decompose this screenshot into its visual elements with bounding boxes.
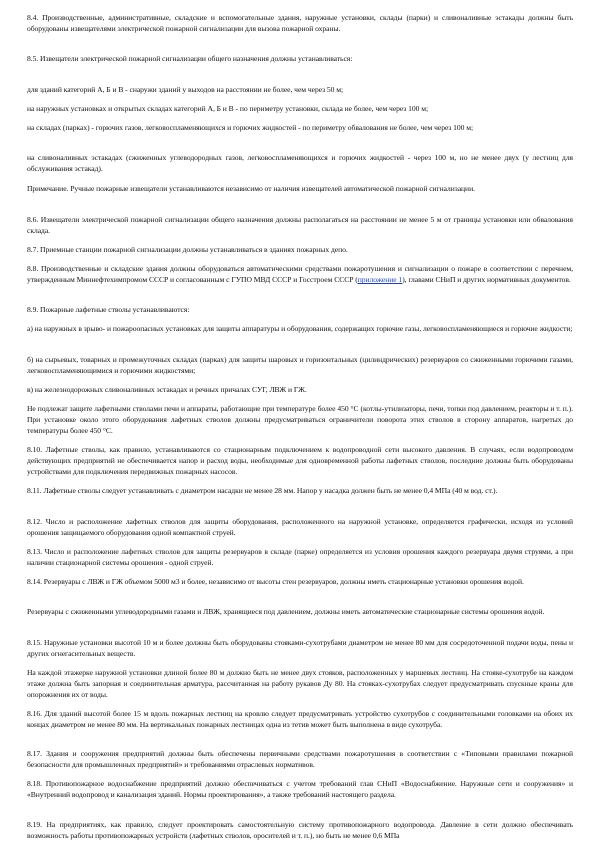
paragraph: 8.10. Лафетные стволы, как правило, устанавливаются со стационарным подключением к водопроводной сети высокого давления. В случаях, если водопроводом действующих предприятий не обеспечивается напор и расход воды, необходимые для одновременной работы лафетных стволов, последние должны быть оборудованы устройствами для подключения передвижных пожарных насосов. — [27, 445, 573, 477]
paragraph: а) на наружных в зрыво- и пожароопасных установках для защиты аппаратуры и оборудования, содержащих горючие газы, легковоспламеняющиеся и горючие жидкости; — [27, 324, 573, 333]
paragraph: 8.19. На предприятиях, как правило, следует проектировать самостоятельную систему противопожарного водопровода. Давление в сети должно обеспечивать возможность работы противопожарных устройств (лафетных стволов, оросителей и т. п.), но быть не менее 0,6 МПа — [27, 820, 573, 841]
paragraph: 8.16. Для зданий высотой более 15 м вдоль пожарных лестниц на кровлю следует предусматривать устройство сухотрубов с соединительными головками на обоих их концах диаметром не менее 80 мм. На вертикальных пожарных лестницах одна из тетив может быть выполнена в виде сухотруба. — [27, 709, 573, 730]
paragraph: 8.4. Производственные, административные, складские и вспомогательные здания, наружные установки, склады (парки) и сливоналивные эстакады должны быть оборудованы извещателями электрической пожарной сигнализации для вызова пожарной охраны. — [27, 13, 573, 34]
paragraph: 8.9. Пожарные лафетные стволы устанавливаются: — [27, 305, 190, 314]
paragraph: на сливоналивных эстакадах (сжиженных углеводородных газов, легковоспламеняющихся и горючих жидкостей - через 100 м, но не менее двух (у лестниц для обслуживания эстакад). — [27, 153, 573, 174]
paragraph: на наружных установках и открытых складах категорий А, Б и В - по периметру установки, склада не более, чем через 100 м; — [27, 104, 429, 113]
paragraph: в) на железнодорожных сливоналивных эстакадах и речных причалах СУГ, ЛВЖ и ГЖ. — [27, 385, 307, 394]
paragraph: 8.6. Извещатели электрической пожарной сигнализации общего назначения должны располагаться на расстоянии не менее 5 м от границы установки или обвалования склада. — [27, 215, 573, 236]
paragraph: 8.15. Наружные установки высотой 10 м и более должны быть оборудованы стояками-сухотрубами диаметром не менее 80 мм для сосредоточенной подачи воды, пены и других огнегасительных веществ. — [27, 638, 573, 659]
paragraph: 8.18. Противопожарное водоснабжение предприятий должно обеспечиваться с учетом требований глав СНиП «Водоснабжение. Наружные сети и сооружения» и «Внутренний водопровод и канализация зданий. Нормы проектирования», а также требований настоящего раздела. — [27, 779, 573, 800]
paragraph: 8.12. Число и расположение лафетных стволов для защиты оборудования, расположенного на наружной установке, определяется графически, исходя из условий орошения защищаемого оборудования одной компактной струей. — [27, 517, 573, 538]
paragraph: 8.5. Извещатели электрической пожарной сигнализации общего назначения должны устанавливаться: — [27, 54, 353, 63]
paragraph: Не подлежат защите лафетными стволами печи и аппараты, работающие при температуре более 450 °С (котлы-утилизаторы, печи, топки под давлением, реакторы и т. п.). При установке около этого оборудования лафетных стволов должны предусматриваться ограничители поворота этих стволов в сторону аппаратов, нагретых до температуры более 450 °С. — [27, 404, 573, 436]
appendix-link[interactable]: приложение 1 — [357, 275, 403, 285]
paragraph: 8.14. Резервуары с ЛВЖ и ГЖ объемом 5000 м3 и более, независимо от высоты стен резервуаров, должны иметь стационарные установки орошения водой. — [27, 577, 524, 586]
paragraph: Резервуары с сжиженными углеводородными газами и ЛВЖ, хранящиеся под давлением, должны иметь автоматические стационарные системы орошения водой. — [27, 607, 545, 616]
paragraph: на складах (парках) - горючих газов, легковоспламеняющихся и горючих жидкостей - по периметру обвалования не более, чем через 100 м; — [27, 123, 474, 132]
paragraph: б) на сырьевых, товарных и промежуточных складах (парках) для защиты шаровых и горизонтальных (цилиндрических) резервуаров со сжиженными горючими газами, легковоспламеняющимися и горючими жидкостями; — [27, 355, 573, 376]
paragraph: 8.8. Производственные и складские здания должны оборудоваться автоматическими средствами пожаротушения и сигнализации о пожаре в соответствии с перечнем, утвержденным Миннефтехимпромом СССР и согласованным с ГУПО МВД СССР и Госстроем СССР (приложение 1), главами СНиП и других нормативных документов. — [27, 264, 573, 285]
paragraph: На каждой этажерке наружной установки длиной более 80 м должно быть не менее двух стояков, расположенных у маршевых лестниц. На стояке-сухотрубе на каждом этаже должна быть запорная и соединительная арматура, рассчитанная на работу рукавов Ду 80. На стояках-сухотрубах следует предусматривать спускные краны для опорожнения их от воды. — [27, 668, 573, 700]
paragraph: 8.17. Здания и сооружения предприятий должны быть обеспечены первичными средствами пожаротушения в соответствии с «Типовыми правилами пожарной безопасности для промышленных предприятий» и требованиями отраслевых нормативов. — [27, 749, 573, 770]
paragraph: для зданий категорий А, Б и В - снаружи зданий у выходов на расстоянии не более, чем через 50 м; — [27, 85, 344, 94]
paragraph: 8.7. Приемные станции пожарной сигнализации должны устанавливаться в зданиях пожарных депо. — [27, 245, 348, 254]
paragraph: 8.11. Лафетные стволы следует устанавливать с диаметром насадки не менее 28 мм. Напор у насадка должен быть не менее 0,4 МПа (40 м вод. ст.). — [27, 486, 498, 495]
paragraph: Примечание. Ручные пожарные извещатели устанавливаются независимо от наличия извещателей автоматической пожарной сигнализации. — [27, 184, 475, 193]
paragraph: 8.13. Число и расположение лафетных стволов для защиты резервуаров в складе (парке) определяется из условия орошения каждого резервуара двумя струями, а при наличии стационарной системы орошения - одной струей. — [27, 547, 573, 568]
